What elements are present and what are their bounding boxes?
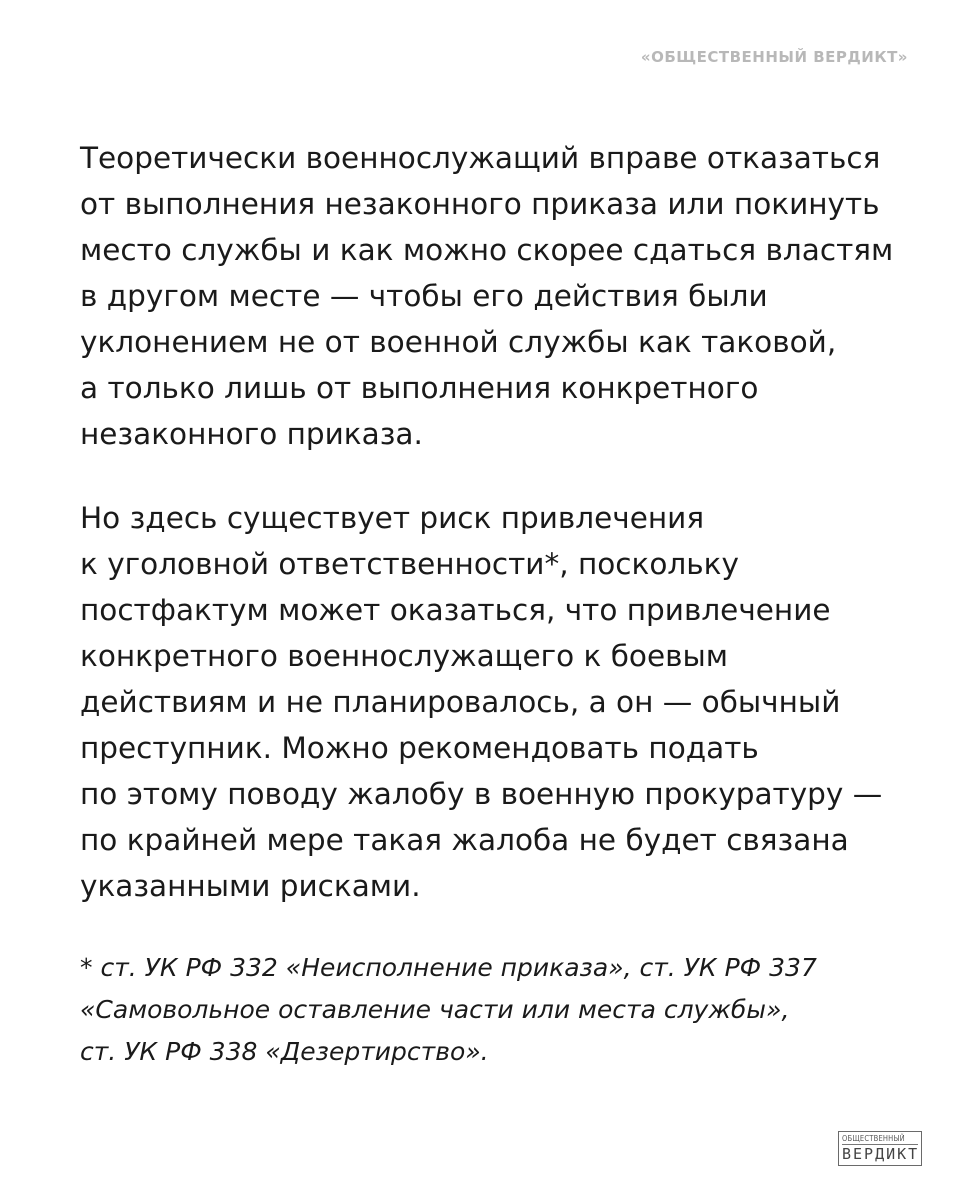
paragraph-1 [80,135,910,457]
logo-main-text: ВЕРДИКТ [842,1145,920,1163]
paragraph-line: конкретного военнослужащего к боевым [80,639,729,673]
paragraph-2 [80,495,910,909]
paragraph-line: Но здесь существует риск привлечения [80,501,705,535]
paragraph-line: по крайней мере такая жалоба не будет связана [80,823,849,857]
article-body [80,135,910,1073]
footnote [80,947,910,1073]
paragraph-line: преступник. Можно рекомендовать подать [80,731,759,765]
paragraph-line: постфактум может оказаться, что привлечение [80,593,831,627]
paragraph-line: в другом месте — чтобы его действия были [80,279,768,313]
logo-top-text: ОБЩЕСТВЕННЫЙ [842,1134,918,1145]
publisher-logo [838,1131,922,1166]
footnote-line: * ст. УК РФ 332 «Неисполнение приказа», ст. УК РФ 337 [80,953,817,982]
header-brand-label: «ОБЩЕСТВЕННЫЙ ВЕРДИКТ» [640,48,908,66]
paragraph-line: к уголовной ответственности*, поскольку [80,547,739,581]
paragraph-line: место службы и как можно скорее сдаться властям [80,233,894,267]
paragraph-line: от выполнения незаконного приказа или покинуть [80,187,880,221]
paragraph-line: незаконного приказа. [80,417,423,451]
footnote-line: ст. УК РФ 338 «Дезертирство». [80,1037,489,1066]
paragraph-line: Теоретически военнослужащий вправе отказаться [80,141,881,175]
footnote-line: «Самовольное оставление части или места службы», [80,995,790,1024]
paragraph-line: действиям и не планировалось, а он — обычный [80,685,841,719]
paragraph-line: уклонением не от военной службы как таковой, [80,325,837,359]
paragraph-line: а только лишь от выполнения конкретного [80,371,759,405]
paragraph-line: по этому поводу жалобу в военную прокуратуру — [80,777,883,811]
paragraph-line: указанными рисками. [80,869,421,903]
